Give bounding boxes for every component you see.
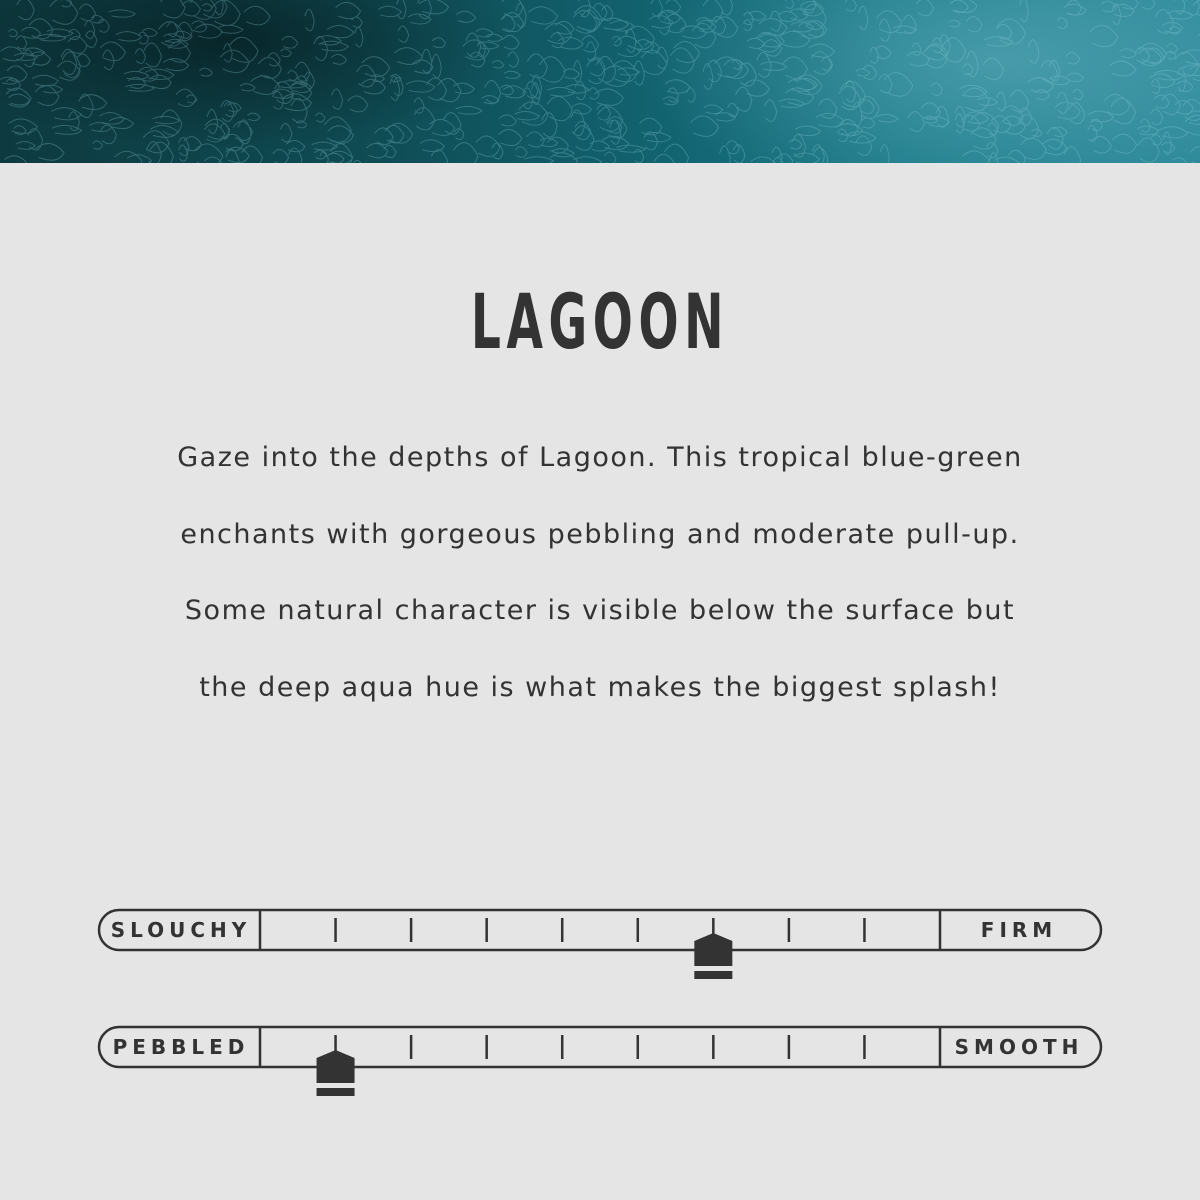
- texture-left-label: PEBBLED: [112, 1035, 250, 1059]
- texture-right-label: SMOOTH: [954, 1035, 1084, 1059]
- scale-marker-base: [694, 971, 732, 979]
- scale-marker-base: [317, 1088, 355, 1096]
- texture-scale: [98, 1026, 1102, 1068]
- description-line-2: enchants with gorgeous pebbling and moderate pull-up.: [180, 519, 1020, 550]
- firmness-right-label: FIRM: [980, 918, 1058, 942]
- leather-swatch-image: [0, 0, 1200, 163]
- scale-marker: [694, 933, 732, 966]
- scale-marker: [317, 1050, 355, 1083]
- page-title: LAGOON: [470, 277, 730, 366]
- leather-pebble-lines: [0, 0, 1200, 163]
- leather-texture: [0, 0, 1200, 163]
- firmness-scale: [98, 909, 1102, 951]
- description-line-1: Gaze into the depths of Lagoon. This tropical blue-green: [177, 442, 1023, 473]
- firmness-left-label: SLOUCHY: [110, 918, 252, 942]
- description-line-3: Some natural character is visible below the surface but: [184, 595, 1016, 626]
- description-line-4: the deep aqua hue is what makes the biggest splash!: [199, 672, 1001, 703]
